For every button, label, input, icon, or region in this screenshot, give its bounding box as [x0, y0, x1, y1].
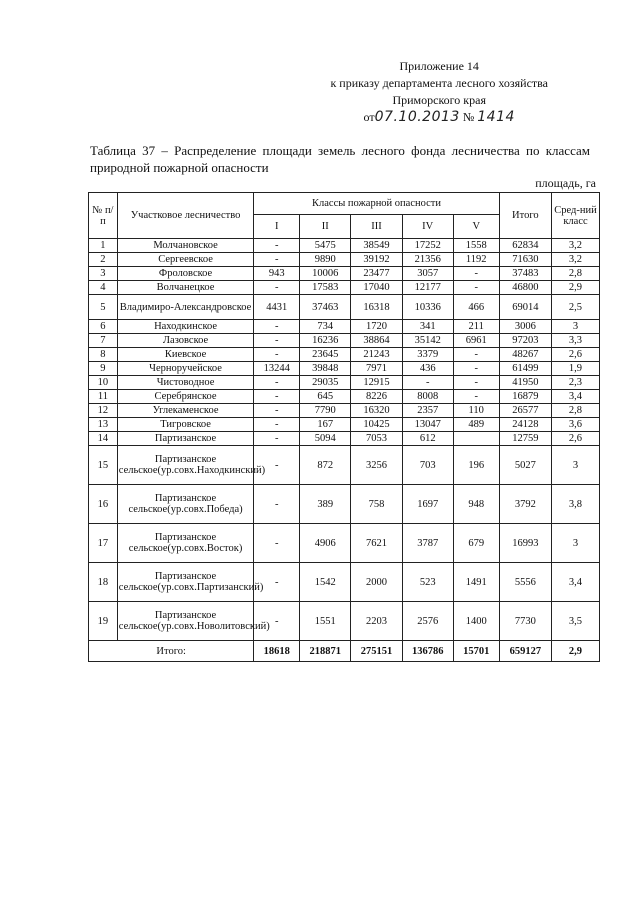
class-1-area: -: [254, 239, 300, 253]
table-row: [89, 390, 600, 404]
class-5-area: -: [453, 376, 499, 390]
class-3-area: 3256: [351, 446, 402, 485]
class-1-area: -: [254, 404, 300, 418]
class-2-area: 1542: [300, 563, 351, 602]
total-area: 62834: [499, 239, 551, 253]
class-4-area: 21356: [402, 253, 453, 267]
forestry-name: Партизанское сельское(ур.совх.Восток): [117, 524, 254, 563]
average-class: 3: [551, 320, 599, 334]
class-4-area: 13047: [402, 418, 453, 432]
fire-danger-table: [88, 192, 600, 662]
totals-class-2: 218871: [300, 641, 351, 662]
row-number: 8: [89, 348, 118, 362]
average-class: 2,3: [551, 376, 599, 390]
class-5-area: 1558: [453, 239, 499, 253]
row-number: 10: [89, 376, 118, 390]
table-row: [89, 281, 600, 295]
totals-class-3: 275151: [351, 641, 402, 662]
class-5-area: 1491: [453, 563, 499, 602]
appendix-date-line: [330, 109, 548, 126]
table-row: [89, 418, 600, 432]
class-2-area: 39848: [300, 362, 351, 376]
total-area: 61499: [499, 362, 551, 376]
row-number: 18: [89, 563, 118, 602]
forestry-name: Партизанское сельское(ур.совх.Новолитовский): [117, 602, 254, 641]
totals-label: Итого:: [89, 641, 254, 662]
table-body: [89, 239, 600, 641]
header-forestry: Участковое лесничество: [117, 193, 254, 239]
class-1-area: -: [254, 281, 300, 295]
class-2-area: 872: [300, 446, 351, 485]
table-row: [89, 295, 600, 320]
row-number: 1: [89, 239, 118, 253]
class-5-area: 679: [453, 524, 499, 563]
handwritten-number: 1414: [477, 109, 515, 125]
header-average-class: Сред-ний класс: [551, 193, 599, 239]
average-class: 3: [551, 446, 599, 485]
class-3-area: 8226: [351, 390, 402, 404]
class-2-area: 17583: [300, 281, 351, 295]
class-2-area: 5475: [300, 239, 351, 253]
class-3-area: 758: [351, 485, 402, 524]
forestry-name: Фроловское: [117, 267, 254, 281]
class-2-area: 37463: [300, 295, 351, 320]
table-row: [89, 239, 600, 253]
table-row: [89, 376, 600, 390]
class-2-area: 16236: [300, 334, 351, 348]
average-class: 3,4: [551, 390, 599, 404]
table-row: [89, 602, 600, 641]
class-4-area: 35142: [402, 334, 453, 348]
class-2-area: 389: [300, 485, 351, 524]
class-5-area: -: [453, 362, 499, 376]
class-4-area: 12177: [402, 281, 453, 295]
header-class-1: I: [254, 215, 300, 239]
average-class: 2,8: [551, 267, 599, 281]
total-area: 48267: [499, 348, 551, 362]
class-1-area: -: [254, 446, 300, 485]
class-3-area: 12915: [351, 376, 402, 390]
total-area: 7730: [499, 602, 551, 641]
average-class: 2,6: [551, 432, 599, 446]
totals-row: [89, 641, 600, 662]
row-number: 12: [89, 404, 118, 418]
class-1-area: 943: [254, 267, 300, 281]
header-total: Итого: [499, 193, 551, 239]
class-2-area: 1551: [300, 602, 351, 641]
table-row: [89, 334, 600, 348]
class-5-area: -: [453, 348, 499, 362]
appendix-line-2: к приказу департамента лесного хозяйства: [330, 76, 548, 90]
header-class-3: III: [351, 215, 402, 239]
average-class: 2,6: [551, 348, 599, 362]
row-number: 11: [89, 390, 118, 404]
class-1-area: -: [254, 602, 300, 641]
average-class: 3,6: [551, 418, 599, 432]
class-4-area: 3379: [402, 348, 453, 362]
class-3-area: 2000: [351, 563, 402, 602]
row-number: 15: [89, 446, 118, 485]
header-class-2: II: [300, 215, 351, 239]
forestry-name: Киевское: [117, 348, 254, 362]
table-row: [89, 485, 600, 524]
class-3-area: 17040: [351, 281, 402, 295]
table-row: [89, 348, 600, 362]
total-area: 16993: [499, 524, 551, 563]
table-row: [89, 253, 600, 267]
average-class: 3,2: [551, 253, 599, 267]
class-3-area: 7053: [351, 432, 402, 446]
forestry-name: Серебрянское: [117, 390, 254, 404]
average-class: 1,9: [551, 362, 599, 376]
class-5-area: -: [453, 267, 499, 281]
class-1-area: -: [254, 348, 300, 362]
class-2-area: 10006: [300, 267, 351, 281]
class-1-area: -: [254, 334, 300, 348]
forestry-name: Владимиро-Александровское: [117, 295, 254, 320]
total-area: 5556: [499, 563, 551, 602]
class-4-area: 3057: [402, 267, 453, 281]
forestry-name: Партизанское: [117, 432, 254, 446]
total-area: 24128: [499, 418, 551, 432]
row-number: 3: [89, 267, 118, 281]
class-4-area: 523: [402, 563, 453, 602]
class-2-area: 645: [300, 390, 351, 404]
class-4-area: 17252: [402, 239, 453, 253]
totals-class-1: 18618: [254, 641, 300, 662]
totals-total: 659127: [499, 641, 551, 662]
class-3-area: 7971: [351, 362, 402, 376]
average-class: 3,2: [551, 239, 599, 253]
average-class: 3,3: [551, 334, 599, 348]
class-1-area: -: [254, 390, 300, 404]
forestry-name: Сергеевское: [117, 253, 254, 267]
forestry-name: Черноручейское: [117, 362, 254, 376]
row-number: 6: [89, 320, 118, 334]
average-class: 2,8: [551, 404, 599, 418]
table-row: [89, 432, 600, 446]
appendix-line-1: Приложение 14: [399, 59, 479, 73]
class-5-area: -: [453, 281, 499, 295]
class-3-area: 39192: [351, 253, 402, 267]
class-4-area: 2576: [402, 602, 453, 641]
class-1-area: 4431: [254, 295, 300, 320]
class-3-area: 16320: [351, 404, 402, 418]
class-2-area: 9890: [300, 253, 351, 267]
totals-class-5: 15701: [453, 641, 499, 662]
table-title: Таблица 37 – Распределение площади земель лесного фонда лесничества по классам природной пожарной опасности: [90, 143, 590, 175]
class-5-area: 948: [453, 485, 499, 524]
total-area: 16879: [499, 390, 551, 404]
class-5-area: 489: [453, 418, 499, 432]
total-area: 3792: [499, 485, 551, 524]
forestry-name: Чистоводное: [117, 376, 254, 390]
class-4-area: 436: [402, 362, 453, 376]
class-4-area: 10336: [402, 295, 453, 320]
class-3-area: 38864: [351, 334, 402, 348]
total-area: 71630: [499, 253, 551, 267]
class-5-area: 6961: [453, 334, 499, 348]
forestry-name: Партизанское сельское(ур.совх.Находкинский): [117, 446, 254, 485]
row-number: 5: [89, 295, 118, 320]
totals-class-4: 136786: [402, 641, 453, 662]
header-number: № п/п: [89, 193, 118, 239]
forestry-name: Волчанецкое: [117, 281, 254, 295]
table-row: [89, 404, 600, 418]
row-number: 2: [89, 253, 118, 267]
average-class: 2,5: [551, 295, 599, 320]
class-1-area: -: [254, 320, 300, 334]
class-5-area: [453, 432, 499, 446]
class-5-area: 211: [453, 320, 499, 334]
forestry-name: Партизанское сельское(ур.совх.Победа): [117, 485, 254, 524]
total-area: 97203: [499, 334, 551, 348]
forestry-name: Молчановское: [117, 239, 254, 253]
date-prefix: от: [363, 110, 375, 124]
table-row: [89, 563, 600, 602]
forestry-name: Тигровское: [117, 418, 254, 432]
class-2-area: 29035: [300, 376, 351, 390]
header-classes: Классы пожарной опасности: [254, 193, 499, 215]
class-1-area: -: [254, 376, 300, 390]
class-4-area: 3787: [402, 524, 453, 563]
class-4-area: 2357: [402, 404, 453, 418]
class-3-area: 7621: [351, 524, 402, 563]
forestry-name: Углекаменское: [117, 404, 254, 418]
class-2-area: 167: [300, 418, 351, 432]
row-number: 19: [89, 602, 118, 641]
class-2-area: 5094: [300, 432, 351, 446]
class-1-area: 13244: [254, 362, 300, 376]
class-3-area: 38549: [351, 239, 402, 253]
class-5-area: 110: [453, 404, 499, 418]
row-number: 17: [89, 524, 118, 563]
handwritten-date: 07.10.2013: [374, 109, 460, 125]
table-row: [89, 524, 600, 563]
table-row: [89, 362, 600, 376]
average-class: 3,5: [551, 602, 599, 641]
class-3-area: 2203: [351, 602, 402, 641]
table-row: [89, 267, 600, 281]
class-1-area: -: [254, 485, 300, 524]
class-5-area: -: [453, 390, 499, 404]
class-2-area: 734: [300, 320, 351, 334]
appendix-line-3: Приморского края: [392, 93, 486, 107]
row-number: 4: [89, 281, 118, 295]
class-4-area: 703: [402, 446, 453, 485]
row-number: 9: [89, 362, 118, 376]
total-area: 5027: [499, 446, 551, 485]
average-class: 3: [551, 524, 599, 563]
total-area: 26577: [499, 404, 551, 418]
class-5-area: 466: [453, 295, 499, 320]
total-area: 41950: [499, 376, 551, 390]
total-area: 46800: [499, 281, 551, 295]
row-number: 14: [89, 432, 118, 446]
average-class: 3,8: [551, 485, 599, 524]
table-row: [89, 446, 600, 485]
class-2-area: 4906: [300, 524, 351, 563]
class-4-area: 8008: [402, 390, 453, 404]
row-number: 16: [89, 485, 118, 524]
class-4-area: 341: [402, 320, 453, 334]
row-number: 7: [89, 334, 118, 348]
class-3-area: 21243: [351, 348, 402, 362]
unit-label: площадь, га: [535, 176, 596, 190]
forestry-name: Партизанское сельское(ур.совх.Партизанский): [117, 563, 254, 602]
table-row: [89, 320, 600, 334]
class-2-area: 23645: [300, 348, 351, 362]
class-1-area: -: [254, 432, 300, 446]
class-1-area: -: [254, 563, 300, 602]
forestry-name: Находкинское: [117, 320, 254, 334]
average-class: 2,9: [551, 281, 599, 295]
class-1-area: -: [254, 524, 300, 563]
totals-average: 2,9: [551, 641, 599, 662]
total-area: 12759: [499, 432, 551, 446]
average-class: 3,4: [551, 563, 599, 602]
class-2-area: 7790: [300, 404, 351, 418]
header-class-5: V: [453, 215, 499, 239]
class-4-area: 1697: [402, 485, 453, 524]
class-4-area: -: [402, 376, 453, 390]
header-class-4: IV: [402, 215, 453, 239]
appendix-block: [330, 58, 548, 126]
class-3-area: 16318: [351, 295, 402, 320]
class-1-area: -: [254, 418, 300, 432]
class-3-area: 23477: [351, 267, 402, 281]
class-4-area: 612: [402, 432, 453, 446]
forestry-name: Лазовское: [117, 334, 254, 348]
class-5-area: 1400: [453, 602, 499, 641]
class-3-area: 1720: [351, 320, 402, 334]
total-area: 3006: [499, 320, 551, 334]
row-number: 13: [89, 418, 118, 432]
number-prefix: №: [462, 110, 475, 124]
class-5-area: 196: [453, 446, 499, 485]
class-5-area: 1192: [453, 253, 499, 267]
class-1-area: -: [254, 253, 300, 267]
total-area: 69014: [499, 295, 551, 320]
class-3-area: 10425: [351, 418, 402, 432]
total-area: 37483: [499, 267, 551, 281]
